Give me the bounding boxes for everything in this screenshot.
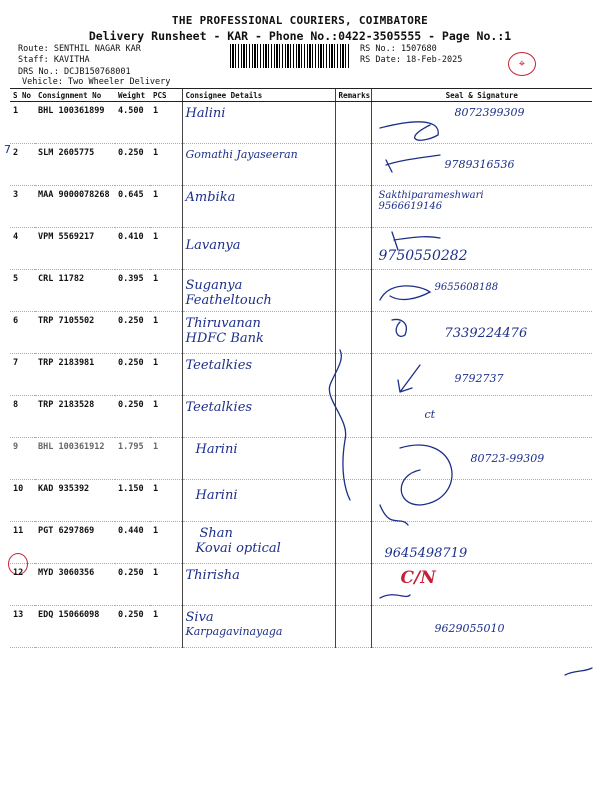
consignee-cell — [182, 438, 335, 480]
signature-note: 7339224476 — [444, 326, 528, 341]
consignment-cell: KAD 935392 — [35, 480, 115, 522]
col-signature: Seal & Signature — [371, 89, 592, 102]
remarks-cell — [335, 606, 371, 648]
weight-cell: 1.150 — [115, 480, 150, 522]
pcs-cell: 1 — [150, 228, 182, 270]
consignee-cell — [182, 606, 335, 648]
sno-cell: 1 — [10, 102, 35, 144]
consignee-company: HDFC Bank — [185, 331, 264, 346]
consignment-cell: MYD 3060356 — [35, 564, 115, 606]
signature-note: 80723-99309 — [470, 452, 545, 465]
pcs-cell: 1 — [150, 564, 182, 606]
remark-cn: C/N — [400, 568, 436, 588]
pcs-cell: 1 — [150, 396, 182, 438]
table-row — [10, 564, 592, 606]
col-consignment: Consignment No — [35, 89, 115, 102]
consignee-name: Shan — [199, 526, 233, 541]
weight-cell: 0.645 — [115, 186, 150, 228]
table-header-row — [10, 89, 592, 102]
table-row — [10, 270, 592, 312]
consignee-name: Suganya — [185, 278, 243, 293]
sno-cell: 8 — [10, 396, 35, 438]
col-remarks: Remarks — [335, 89, 371, 102]
signature-note: 9789316536 — [444, 158, 515, 171]
signature-cell — [371, 522, 592, 564]
signature-note: 9629055010 — [434, 622, 505, 635]
sno-cell: 10 — [10, 480, 35, 522]
barcode — [230, 44, 350, 68]
sno-cell: 12 — [10, 564, 35, 606]
weight-cell: 1.795 — [115, 438, 150, 480]
signature-cell — [371, 606, 592, 648]
pcs-cell: 1 — [150, 354, 182, 396]
signature-note: ct — [424, 408, 436, 421]
table-row — [10, 228, 592, 270]
consignment-cell: MAA 9000078268 — [35, 186, 115, 228]
remarks-cell — [335, 438, 371, 480]
weight-cell: 0.250 — [115, 396, 150, 438]
col-sno: S No — [10, 89, 35, 102]
consignee-cell — [182, 144, 335, 186]
company-title: THE PROFESSIONAL COURIERS, COIMBATORE — [171, 14, 429, 27]
consignment-cell: TRP 2183981 — [35, 354, 115, 396]
pcs-cell: 1 — [150, 312, 182, 354]
consignee-cell — [182, 522, 335, 564]
remarks-cell — [335, 186, 371, 228]
remarks-cell — [335, 564, 371, 606]
staff-label: Staff: KAVITHA — [18, 55, 90, 65]
weight-cell: 0.250 — [115, 606, 150, 648]
signature-cell — [371, 564, 592, 606]
remarks-cell — [335, 270, 371, 312]
signature-note: 8072399309 — [454, 106, 525, 119]
consignee-company: Kovai optical — [195, 541, 281, 556]
table-row — [10, 102, 592, 144]
weight-cell: 0.440 — [115, 522, 150, 564]
pcs-cell: 1 — [150, 102, 182, 144]
pcs-cell: 1 — [150, 480, 182, 522]
consignee-name: Harini — [195, 442, 238, 457]
vehicle-label: Vehicle: Two Wheeler Delivery — [22, 77, 171, 87]
pcs-cell: 1 — [150, 144, 182, 186]
weight-cell: 0.395 — [115, 270, 150, 312]
consignment-cell: BHL 100361912 — [35, 438, 115, 480]
table-row — [10, 606, 592, 648]
signature-cell — [371, 102, 592, 144]
consignment-cell: VPM 5569217 — [35, 228, 115, 270]
consignment-cell: CRL 11782 — [35, 270, 115, 312]
remarks-cell — [335, 354, 371, 396]
signature-cell — [371, 312, 592, 354]
consignee-name: Lavanya — [185, 238, 241, 253]
signature-cell — [371, 480, 592, 522]
col-consignee: Consignee Details — [182, 89, 335, 102]
sno-cell: 11 — [10, 522, 35, 564]
pcs-cell: 1 — [150, 270, 182, 312]
consignee-cell — [182, 564, 335, 606]
signature-note: 9750550282 — [378, 248, 468, 264]
remarks-cell — [335, 480, 371, 522]
remarks-cell — [335, 396, 371, 438]
remarks-cell — [335, 144, 371, 186]
signature-cell — [371, 354, 592, 396]
consignee-cell — [182, 186, 335, 228]
consignee-cell — [182, 270, 335, 312]
remarks-cell — [335, 312, 371, 354]
consignment-cell: EDQ 15066098 — [35, 606, 115, 648]
consignee-name: Thirisha — [185, 568, 240, 583]
margin-mark: 7 — [4, 143, 11, 156]
delivery-table — [10, 88, 592, 648]
consignee-cell — [182, 354, 335, 396]
rs-date: RS Date: 18-Feb-2025 — [360, 55, 463, 65]
signature-note: Sakthiparameshwari 9566619146 — [378, 190, 484, 212]
remarks-cell — [335, 522, 371, 564]
sno-cell: 6 — [10, 312, 35, 354]
signature-cell — [371, 270, 592, 312]
consignee-name: Ambika — [185, 190, 236, 205]
pcs-cell: 1 — [150, 606, 182, 648]
pcs-cell: 1 — [150, 186, 182, 228]
weight-cell: 0.250 — [115, 564, 150, 606]
table-row — [10, 312, 592, 354]
table-row — [10, 354, 592, 396]
remarks-cell — [335, 228, 371, 270]
consignee-company: Karpagavinayaga — [185, 625, 283, 638]
stamp-mark: ⌖ — [508, 52, 536, 76]
signature-cell — [371, 228, 592, 270]
consignee-cell — [182, 228, 335, 270]
table-row — [10, 438, 592, 480]
sno-cell: 13 — [10, 606, 35, 648]
consignment-cell: TRP 2183528 — [35, 396, 115, 438]
pcs-cell: 1 — [150, 522, 182, 564]
signature-cell — [371, 438, 592, 480]
table-row — [10, 480, 592, 522]
consignee-cell — [182, 480, 335, 522]
table-row — [10, 144, 592, 186]
drs-label: DRS No.: DCJB150768001 — [18, 67, 131, 77]
weight-cell: 0.410 — [115, 228, 150, 270]
col-pcs: PCS — [150, 89, 182, 102]
consignment-cell: BHL 100361899 — [35, 102, 115, 144]
consignment-cell: PGT 6297869 — [35, 522, 115, 564]
sno-cell: 4 — [10, 228, 35, 270]
signature-cell — [371, 144, 592, 186]
col-weight: Weight — [115, 89, 150, 102]
consignee-cell — [182, 312, 335, 354]
signature-note: 9645498719 — [384, 546, 468, 561]
signature-cell — [371, 396, 592, 438]
sno-cell: 3 — [10, 186, 35, 228]
consignment-cell: TRP 7105502 — [35, 312, 115, 354]
sno-cell: 9 — [10, 438, 35, 480]
weight-cell: 0.250 — [115, 312, 150, 354]
remarks-cell — [335, 102, 371, 144]
consignee-name: Teetalkies — [185, 400, 253, 415]
rs-number: RS No.: 1507680 — [360, 44, 437, 54]
sno-cell: 7 — [10, 354, 35, 396]
pen-mark — [565, 668, 592, 675]
sno-cell: 5 — [10, 270, 35, 312]
consignee-name: Thiruvanan — [185, 316, 261, 331]
consignment-cell: SLM 2605775 — [35, 144, 115, 186]
weight-cell: 0.250 — [115, 354, 150, 396]
consignee-cell — [182, 396, 335, 438]
consignee-name: Teetalkies — [185, 358, 253, 373]
sno-cell: 2 — [10, 144, 35, 186]
weight-cell: 0.250 — [115, 144, 150, 186]
consignee-name: Gomathi Jayaseeran — [185, 148, 298, 161]
consignee-cell — [182, 102, 335, 144]
table-row — [10, 396, 592, 438]
runsheet-title: Delivery Runsheet - KAR - Phone No.:0422-3505555 - Page No.:1 — [88, 29, 512, 43]
consignee-name: Harini — [195, 488, 238, 503]
table-row — [10, 522, 592, 564]
pcs-cell: 1 — [150, 438, 182, 480]
signature-note: 9655608188 — [434, 282, 499, 293]
consignee-name: Halini — [185, 106, 226, 121]
route-label: Route: SENTHIL NAGAR KAR — [18, 44, 141, 54]
table-row — [10, 186, 592, 228]
signature-cell — [371, 186, 592, 228]
signature-note: 9792737 — [454, 372, 504, 385]
consignee-company: Featheltouch — [185, 293, 272, 308]
consignee-name: Siva — [185, 610, 214, 625]
weight-cell: 4.500 — [115, 102, 150, 144]
